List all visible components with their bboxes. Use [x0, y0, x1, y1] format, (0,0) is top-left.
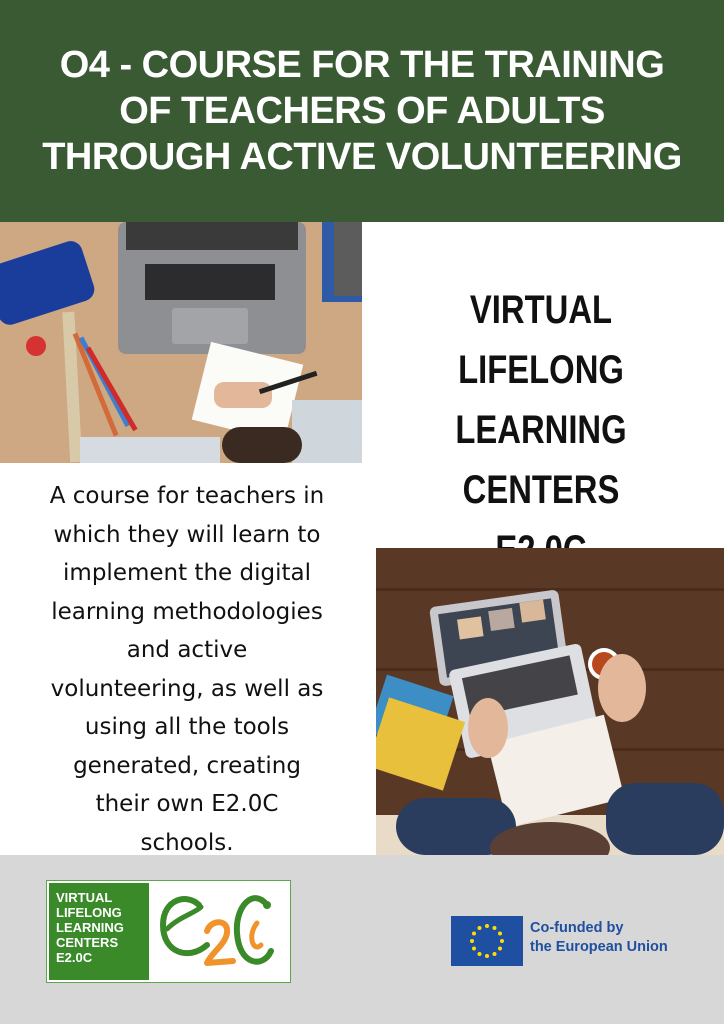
eu-funding-line: Co-funded by: [530, 920, 624, 936]
course-description: [6, 477, 368, 862]
project-logo: [46, 880, 291, 983]
logo-text-line: CENTERS: [56, 935, 119, 950]
program-subtitle: [406, 280, 677, 580]
description-line: volunteering, as well as: [50, 675, 324, 702]
title-line: OF TEACHERS OF ADULTS: [119, 90, 605, 132]
title-line: O4 - COURSE FOR THE TRAINING: [59, 44, 665, 86]
subtitle-line: VIRTUAL LIFELONG: [458, 288, 624, 392]
description-line: using all the tools: [84, 714, 290, 740]
project-logo-text: [49, 883, 149, 980]
description-line: and active: [126, 637, 248, 663]
page-title: [26, 42, 698, 180]
logo-text-line: VIRTUAL: [56, 890, 113, 905]
video-call-photo: [376, 548, 724, 855]
desk-writing-photo: [0, 222, 362, 463]
description-line: A course for teachers in: [49, 483, 325, 509]
logo-text-line: E2.0C: [56, 950, 93, 965]
subtitle-line: LEARNING CENTERS: [455, 408, 627, 512]
description-line: generated, creating: [73, 752, 301, 779]
description-line: which they will learn to: [53, 521, 321, 548]
eu-funding-text: [530, 919, 668, 957]
footer: [0, 855, 724, 1024]
description-line: learning methodologies: [51, 598, 323, 625]
logo-text-line: LEARNING: [56, 920, 124, 935]
e2c-logo-mark-icon: [153, 883, 287, 980]
logo-text-line: LIFELONG: [56, 905, 122, 920]
title-line: THROUGH ACTIVE VOLUNTEERING: [42, 136, 682, 178]
eu-funding-line: the European Union: [530, 939, 668, 955]
description-line: schools.: [140, 829, 234, 856]
eu-flag-icon: [451, 916, 523, 966]
title-banner: [0, 0, 724, 222]
description-line: implement the digital: [63, 560, 311, 586]
description-line: their own E2.0C: [95, 791, 279, 817]
